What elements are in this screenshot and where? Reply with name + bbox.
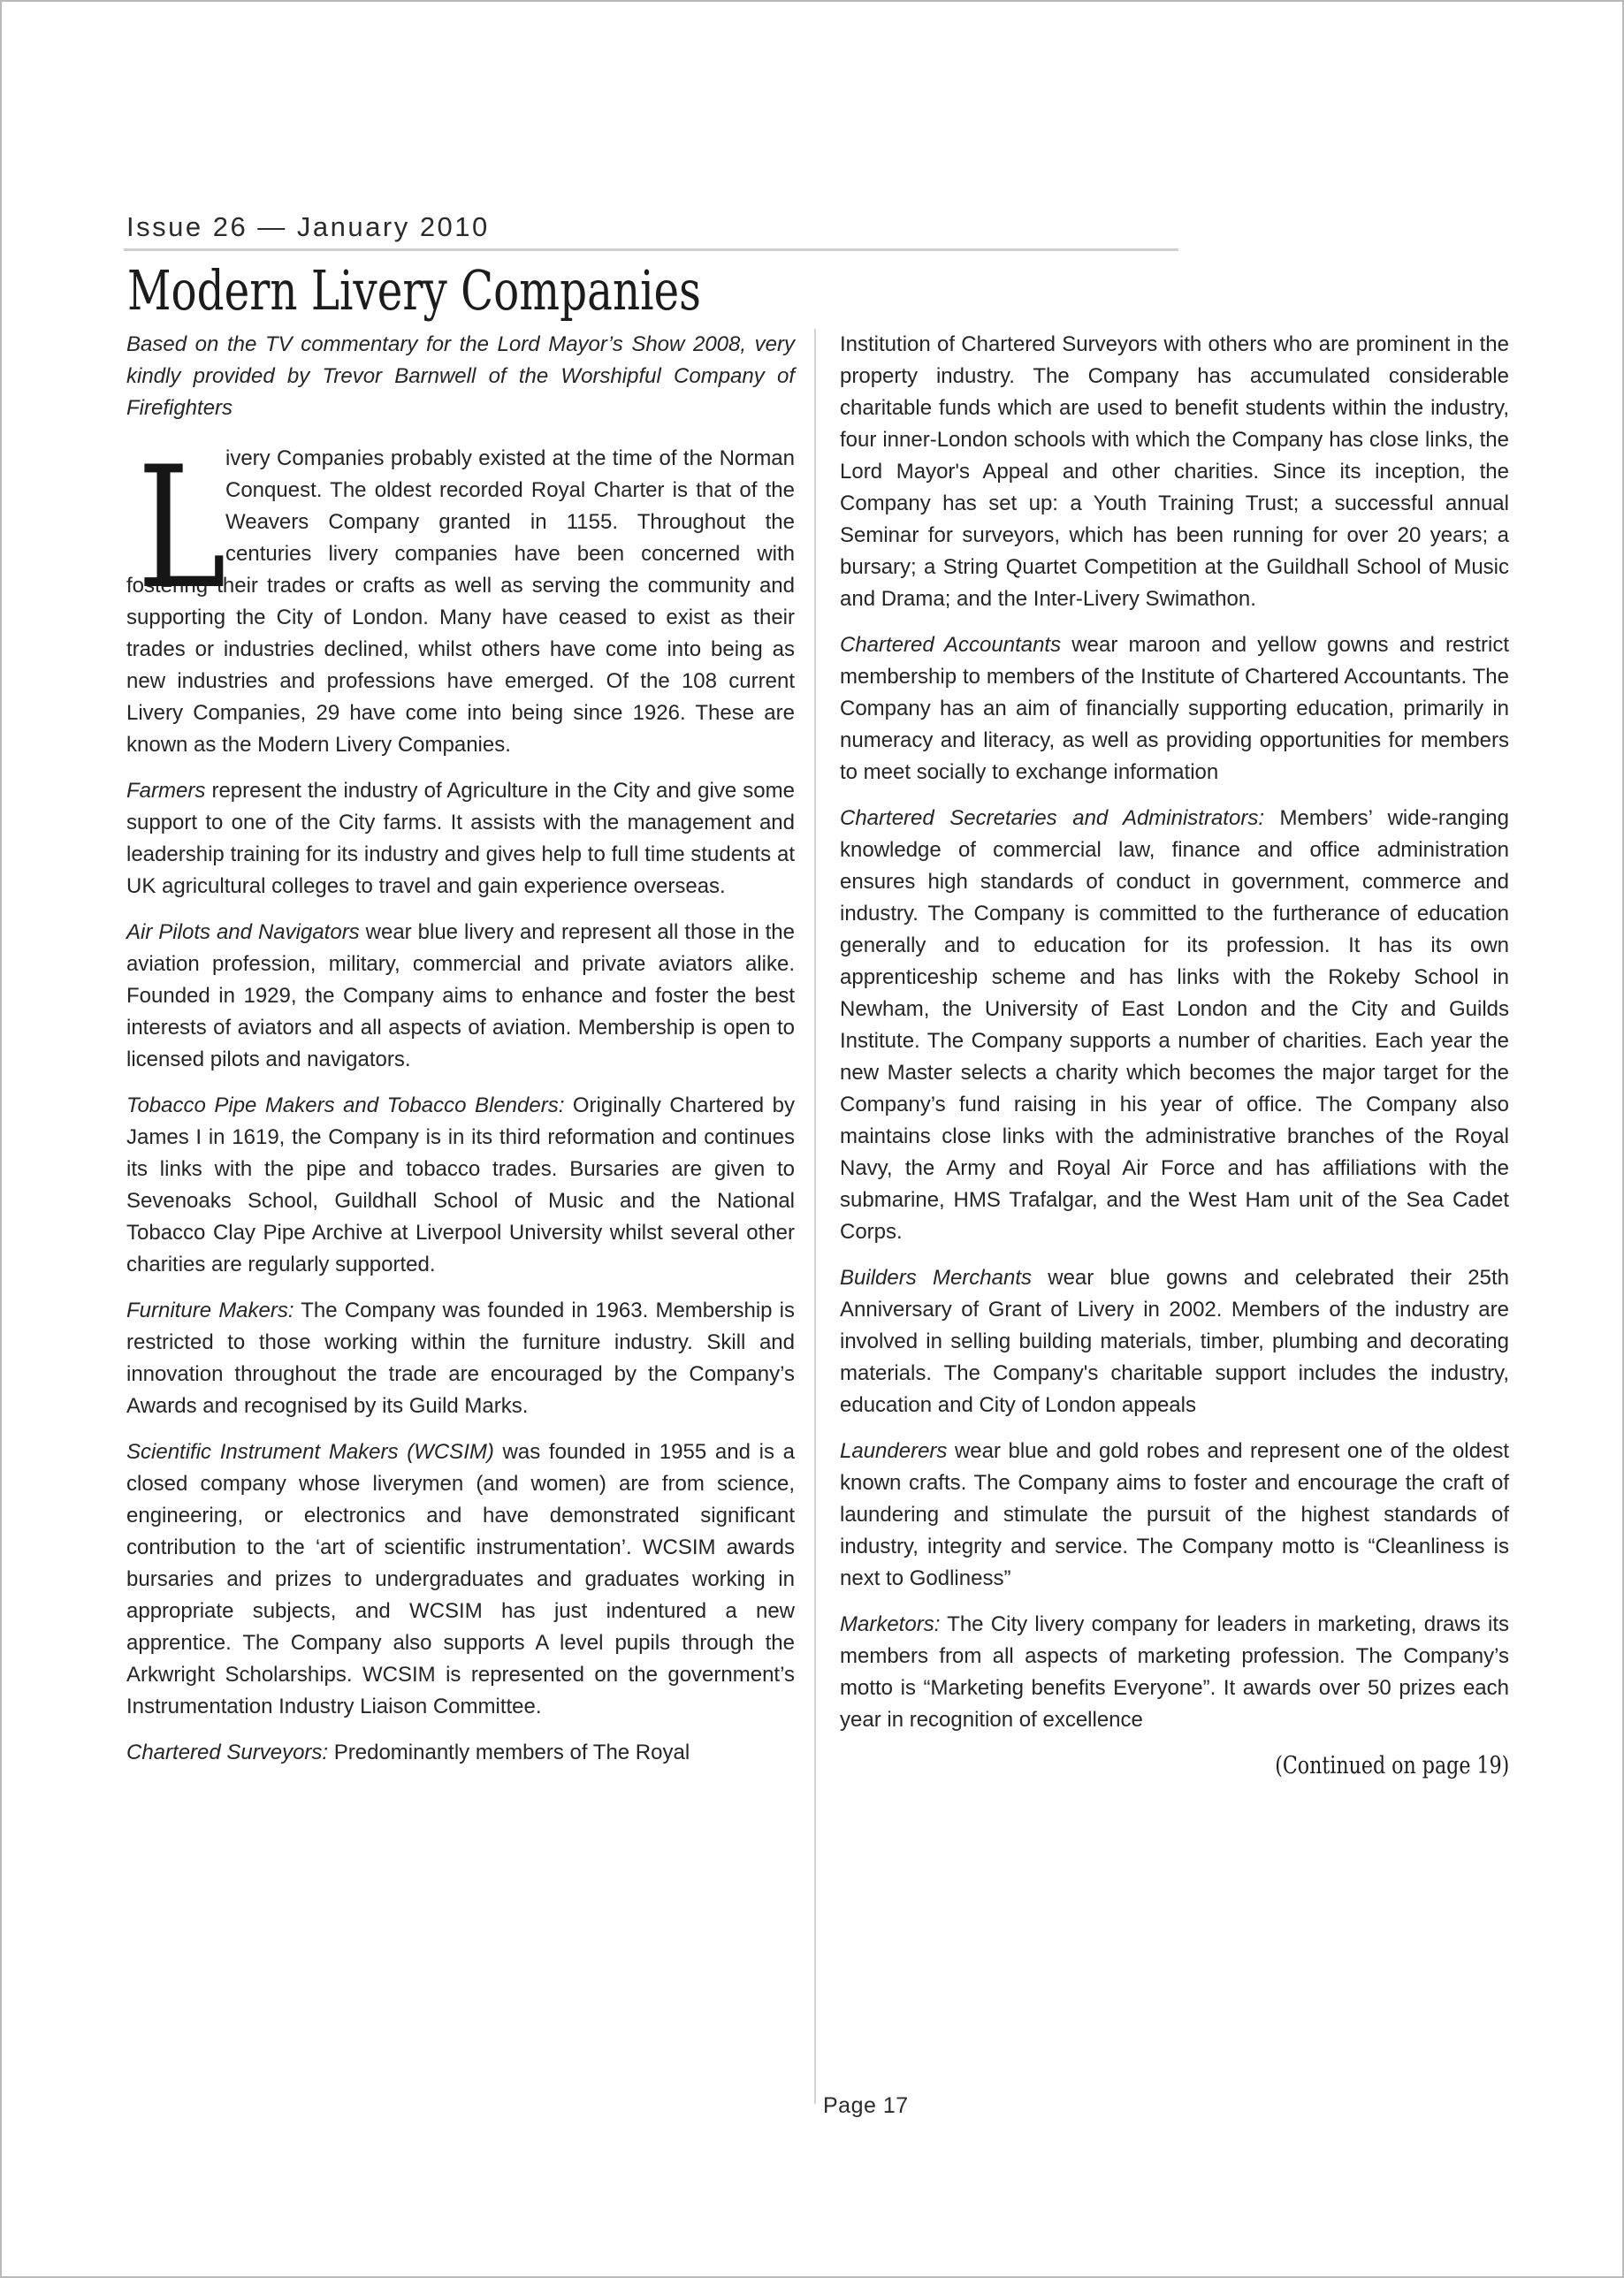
column-divider (814, 329, 816, 2104)
opening-paragraph (126, 430, 795, 761)
right-column (840, 329, 1509, 1783)
left-paragraphs (126, 775, 795, 1769)
opening-paragraph-text: ivery Companies probably existed at the time of the Norman Conquest. The oldest recorded Royal Charter is that of the Weavers Company granted in 1155. Throughout the centuries livery companies have been concerned with fostering their trades or crafts as well as serving the community and supporting the City of London. Many have ceased to exist as their trades or industries declined, whilst others have come into being as new industries and professions have emerged. Of the 108 current Livery Companies, 29 have come into being since 1926. These are known as the Modern Livery Companies. (126, 446, 795, 757)
paragraph: Scientific Instrument Makers (WCSIM) was founded in 1955 and is a closed company whose liverymen (and women) are from science, engineering, or electronics and have demonstrated significant contribution to the ‘art of scientific instrumentation’. WCSIM awards bursaries and prizes to undergraduates and graduates working in appropriate subjects, and WCSIM has just indentured a new apprentice. The Company also supports A level pupils through the Arkwright Scholarships. WCSIM is represented on the government’s Instrumentation Industry Liaison Committee. (126, 1440, 795, 1718)
paragraph-lead: Furniture Makers: (126, 1299, 294, 1322)
paragraph: Chartered Surveyors: Predominantly members of The Royal (126, 1741, 690, 1764)
paragraph: Tobacco Pipe Makers and Tobacco Blenders: Originally Chartered by James I in 1619, the Company is in its third reformation and continues its links with the pipe and tobacco trades. Bursaries are given to Sevenoaks School, Guildhall School of Music and the National Tobacco Clay Pipe Archive at Liverpool University whilst several other charities are regularly supported. (126, 1093, 795, 1276)
paragraph: Builders Merchants wear blue gowns and celebrated their 25th Anniversary of Grant of Livery in 2002. Members of the industry are involved in selling building materials, timber, plumbing and decorating materials. The Company's charitable support includes the industry, education and City of London appeals (840, 1266, 1509, 1417)
paragraph: Furniture Makers: The Company was founded in 1963. Membership is restricted to those working within the furniture industry. Skill and innovation throughout the trade are encouraged by the Company’s Awards and recognised by its Guild Marks. (126, 1299, 795, 1418)
paragraph-lead: Marketors: (840, 1612, 941, 1636)
continued-note-text: (Continued on page 19) (1274, 1752, 1509, 1779)
drop-cap-letter: L (137, 430, 226, 626)
paragraph-lead: Scientific Instrument Makers (WCSIM) (126, 1440, 494, 1464)
paragraph: Launderers wear blue and gold robes and represent one of the oldest known crafts. The Company aims to foster and encourage the craft of laundering and stimulate the pursuit of the highest standards of industry, integrity and service. The Company motto is “Cleanliness is next to Godliness” (840, 1439, 1509, 1590)
paragraph: Farmers represent the industry of Agriculture in the City and give some support to one of the City farms. It assists with the management and leadership training for its industry and gives help to full time students at UK agricultural colleges to travel and gain experience overseas. (126, 779, 795, 898)
paragraph: Air Pilots and Navigators wear blue livery and represent all those in the aviation profession, military, commercial and private aviators alike. Founded in 1929, the Company aims to enhance and foster the best interests of aviators and all aspects of aviation. Membership is open to licensed pilots and navigators. (126, 920, 796, 1071)
paragraph: Marketors: The City livery company for leaders in marketing, draws its members from all aspects of marketing profession. The Company’s motto is “Marketing benefits Everyone”. It awards over 50 prizes each year in recognition of excellence (840, 1612, 1509, 1732)
paragraph-lead: Air Pilots and Navigators (126, 920, 360, 944)
paragraph-lead: Farmers (126, 779, 206, 803)
drop-cap (137, 430, 226, 626)
issue-header: Issue 26 — January 2010 (126, 211, 490, 242)
page-title-text: Modern Livery Companies (127, 258, 701, 323)
right-paragraphs (840, 329, 1509, 1736)
article-byline: Based on the TV commentary for the Lord Mayor’s Show 2008, very kindly provided by Trevor Barnwell of the Worshipful Company of Firefighters (126, 332, 795, 420)
paragraph-lead: Chartered Secretaries and Administrators: (840, 806, 1264, 830)
left-column (126, 329, 795, 1783)
paragraph: Institution of Chartered Surveyors with others who are prominent in the property industry. The Company has accumulated considerable charitable funds which are used to benefit students within the industry, four inner-London schools with which the Company has close links, the Lord Mayor's Appeal and other charities. Since its inception, the Company has set up: a Youth Training Trust; a successful annual Seminar for surveyors, which has been running for over 20 years; a bursary; a String Quartet Competition at the Guildhall School of Music and Drama; and the Inter-Livery Swimathon. (840, 332, 1509, 611)
paragraph: Chartered Secretaries and Administrators: Members’ wide-ranging knowledge of commercial law, finance and office administration ensures high standards of conduct in government, commerce and industry. The Company is committed to the furtherance of education generally and to education for its profession. It has its own apprenticeship scheme and has links with the Rokeby School in Newham, the University of East London and the City and Guilds Institute. The Company supports a number of charities. Each year the new Master selects a charity which becomes the major target for the Company’s fund raising in his year of office. The Company also maintains close links with the administrative branches of the Royal Navy, the Army and Royal Air Force and has affiliations with the submarine, HMS Trafalgar, and the West Ham unit of the Sea Cadet Corps. (840, 806, 1509, 1244)
paragraph-lead: Chartered Surveyors: (126, 1741, 329, 1764)
paragraph-lead: Launderers (840, 1439, 948, 1463)
paragraph-lead: Builders Merchants (840, 1266, 1032, 1290)
paragraph-lead: Tobacco Pipe Makers and Tobacco Blenders: (126, 1093, 565, 1117)
paragraph: Chartered Accountants wear maroon and yellow gowns and restrict membership to members of the Institute of Chartered Accountants. The Company has an aim of financially supporting education, primarily in numeracy and literacy, as well as providing opportunities for members to meet socially to exchange information (840, 633, 1509, 784)
page-title (127, 258, 863, 323)
header-rule (124, 248, 1178, 251)
paragraph-lead: Chartered Accountants (840, 633, 1062, 657)
page-number: Page 17 (823, 2093, 909, 2118)
continued-note (840, 1750, 1509, 1783)
